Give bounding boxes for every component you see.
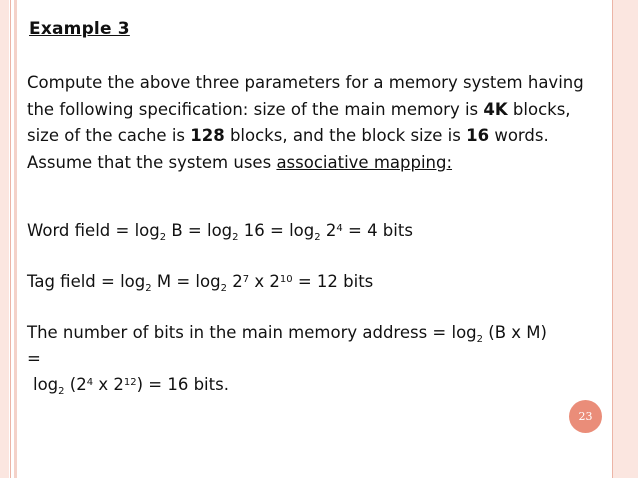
cache-size: 128: [190, 126, 225, 145]
address-bits-result: $\log_2 (2^4$ x $2^{12}) = 16$ bits.: [33, 375, 229, 397]
intro-text: Compute the above three parameters for a memory system having the following specification: size of the main memory is: [27, 73, 584, 119]
left-decor-line: [10, 0, 11, 478]
mapping-type: associative mapping:: [276, 152, 453, 172]
left-decor-band: [0, 0, 9, 478]
address-bits-formula: The number of bits in the main memory address = $\log_2 (B$ x M): [27, 323, 547, 345]
intro-text: words. Assume that the system uses: [27, 126, 549, 172]
left-decor-line-2: [14, 0, 17, 478]
word-field-formula: Word field = $\log_2 B = \log_2 16 = \log_2 2^4 = 4$ bits: [27, 221, 413, 243]
main-memory-size: 4K: [483, 99, 508, 119]
page-number-badge: 23: [569, 400, 602, 433]
problem-statement: [27, 70, 597, 176]
right-decor-band: [613, 0, 638, 478]
intro-text: blocks, and the block size is: [224, 126, 467, 145]
intro-text: blocks, size of the cache is: [27, 99, 571, 145]
block-size: 16: [466, 126, 490, 145]
slide-title: Example 3: [29, 19, 130, 39]
address-equals-sign: =: [27, 349, 41, 368]
tag-field-formula: Tag field = $\log_2 M = \log_2 2^7$ x $2^{10} = 12$ bits: [27, 272, 374, 294]
